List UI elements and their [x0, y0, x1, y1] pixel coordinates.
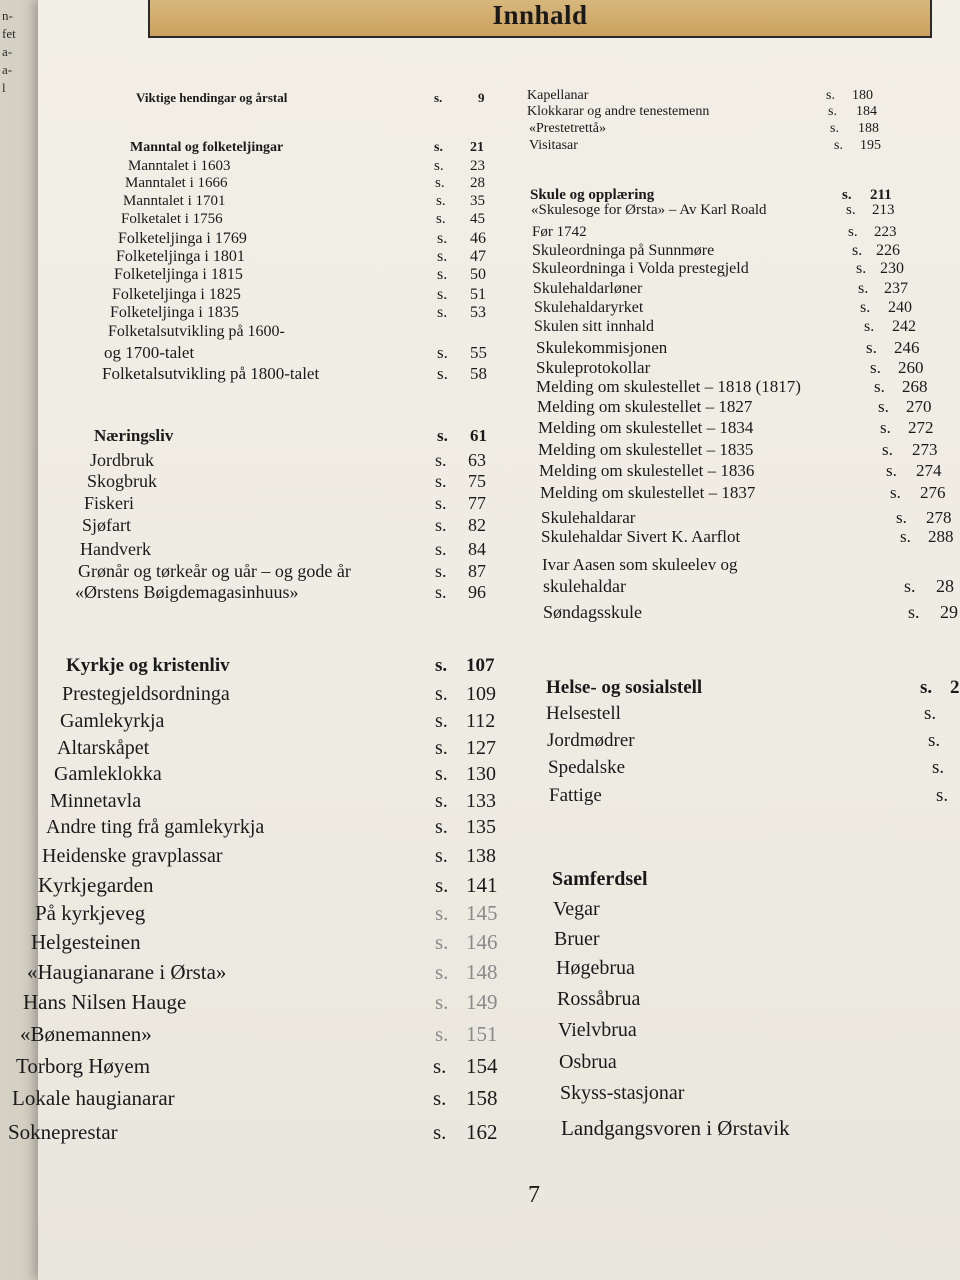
toc-entry-title: «Haugianarane i Ørsta» — [27, 960, 227, 984]
toc-entry-title: Fattige — [549, 785, 602, 806]
prev-page-text-fragment: l — [2, 80, 6, 95]
toc-entry-title: Sjøfart — [82, 515, 131, 535]
toc-page-prefix: s. — [882, 440, 893, 459]
prev-page-text-fragment: a- — [2, 62, 13, 77]
toc-page-prefix: s. — [870, 358, 881, 377]
toc-page-number: 260 — [898, 358, 924, 377]
toc-entry-title: «Ørstens Bøigdemagasinhuus» — [75, 582, 299, 602]
toc-entry-title: Folketeljinga i 1825 — [112, 286, 241, 303]
toc-page-prefix: s. — [830, 121, 839, 136]
toc-page-prefix: s. — [435, 845, 448, 867]
toc-entry-title: Helse- og sosialstell — [546, 677, 703, 698]
toc-page-number: 226 — [876, 242, 900, 259]
toc-page-prefix: s. — [433, 1120, 447, 1144]
toc-page-number: 46 — [470, 230, 486, 247]
toc-page-prefix: s. — [433, 1054, 447, 1078]
toc-page-number: 195 — [860, 138, 881, 153]
toc-page-number: 138 — [466, 845, 496, 867]
toc-entry-title: Osbrua — [559, 1051, 617, 1073]
toc-page-number: 133 — [466, 790, 496, 812]
toc-entry-title: og 1700-talet — [104, 343, 195, 362]
toc-entry-title: Manntalet i 1603 — [128, 158, 231, 174]
toc-page-number: 273 — [912, 440, 938, 459]
toc-page-number: 77 — [468, 493, 486, 513]
toc-page-number: 274 — [916, 461, 942, 480]
toc-entry-title: Skulen sitt innhald — [534, 318, 654, 335]
toc-entry-title: «Prestetrettå» — [529, 121, 606, 136]
toc-entry-title: Folketalet i 1756 — [121, 211, 223, 227]
toc-page-prefix: s. — [842, 187, 852, 203]
toc-page-number: 23 — [470, 158, 485, 174]
toc-page-number: 162 — [466, 1120, 498, 1144]
toc-entry-title: Andre ting frå gamlekyrkja — [46, 816, 265, 838]
toc-page-number: 268 — [902, 377, 928, 396]
toc-page-number: 107 — [466, 655, 495, 676]
toc-page-prefix: s. — [874, 377, 885, 396]
toc-page-number: 180 — [852, 88, 873, 103]
toc-entry-title: Samferdsel — [552, 868, 648, 890]
toc-page-number: 112 — [466, 710, 496, 732]
toc-entry-title: Melding om skulestellet – 1835 — [538, 440, 754, 459]
toc-entry-title: Før 1742 — [532, 224, 587, 240]
toc-entry-title: Kyrkje og kristenliv — [66, 655, 230, 676]
toc-page-prefix: s. — [434, 90, 443, 105]
toc-entry-title: Skuleprotokollar — [536, 358, 651, 377]
toc-page-prefix: s. — [834, 138, 843, 153]
toc-entry-title: Visitasar — [529, 138, 578, 153]
toc-entry-title: Melding om skulestellet – 1836 — [539, 461, 755, 480]
toc-entry-title: Gamleklokka — [54, 763, 162, 785]
toc-page-number: 29 — [940, 602, 958, 622]
toc-page-number: 50 — [470, 266, 486, 283]
toc-entry-title: Melding om skulestellet – 1834 — [538, 418, 754, 437]
toc-entry-title: Jordmødrer — [547, 730, 635, 751]
toc-page-prefix: s. — [435, 873, 449, 897]
toc-entry-title: Skogbruk — [87, 471, 158, 491]
toc-entry-title: Skyss-stasjonar — [560, 1082, 685, 1104]
toc-page-prefix: s. — [896, 508, 907, 527]
toc-page-prefix: s. — [858, 280, 869, 297]
toc-entry-title: Kyrkjegarden — [38, 873, 154, 897]
toc-page-prefix: s. — [435, 539, 447, 559]
toc-entry-title: Minnetavla — [50, 790, 142, 812]
toc-page-prefix: s. — [435, 990, 449, 1014]
toc-entry-title: Skule og opplæring — [530, 187, 655, 203]
toc-page-number: 272 — [908, 418, 934, 437]
toc-entry-title: «Skulesoge for Ørsta» – Av Karl Roald — [531, 202, 767, 218]
toc-page-number: 75 — [468, 471, 486, 491]
toc-entry-title: Handverk — [80, 539, 151, 559]
toc-page-prefix: s. — [435, 655, 448, 676]
toc-page-number: 278 — [926, 508, 952, 527]
toc-page-number: 135 — [466, 816, 496, 838]
toc-page-number: 28 — [470, 175, 485, 191]
toc-page-prefix: s. — [435, 710, 448, 732]
toc-entry-title: På kyrkjeveg — [35, 901, 146, 925]
toc-page-number: 242 — [892, 318, 916, 335]
toc-page-number: 9 — [478, 90, 485, 105]
toc-page-prefix: s. — [435, 175, 445, 191]
toc-page-prefix: s. — [936, 785, 949, 806]
toc-page-number: 213 — [872, 202, 895, 218]
toc-page-number: 45 — [470, 211, 485, 227]
toc-page-prefix: s. — [860, 299, 871, 316]
toc-entry-title: Klokkarar og andre tenestemenn — [527, 104, 710, 119]
toc-entry-title: Sokneprestar — [8, 1120, 118, 1144]
toc-entry-title: Skulehaldar Sivert K. Aarflot — [541, 527, 741, 546]
toc-entry-title: Melding om skulestellet – 1837 — [540, 483, 756, 502]
toc-page-number: 127 — [466, 737, 496, 759]
toc-page-prefix: s. — [435, 901, 449, 925]
toc-page-number: 63 — [468, 450, 486, 470]
toc-entry-title: Skulehaldaryrket — [534, 299, 644, 316]
toc-page-prefix: s. — [435, 450, 447, 470]
toc-entry-title: Vielvbrua — [558, 1019, 637, 1041]
toc-entry-title: Folketeljinga i 1815 — [114, 266, 243, 283]
toc-page-prefix: s. — [866, 338, 877, 357]
toc-page-prefix: s. — [437, 304, 448, 321]
toc-page-prefix: s. — [878, 397, 889, 416]
toc-entry-title: Skulekommisjonen — [536, 338, 668, 357]
toc-page-number: 288 — [928, 527, 954, 546]
toc-entry-title: Fiskeri — [84, 493, 135, 513]
toc-page-prefix: s. — [437, 364, 448, 383]
toc-entry-title: Skulehaldarar — [541, 508, 636, 527]
toc-page-prefix: s. — [904, 576, 916, 596]
toc-page-number: 53 — [470, 304, 486, 321]
toc-entry-title: Ivar Aasen som skuleelev og — [542, 555, 738, 574]
toc-page-number: 141 — [466, 873, 498, 897]
toc-page-prefix: s. — [924, 703, 937, 724]
prev-page-text-fragment: a- — [2, 44, 13, 59]
toc-page-number: 230 — [880, 260, 904, 277]
toc-page-prefix: s. — [434, 158, 444, 174]
toc-page-number: 246 — [894, 338, 920, 357]
toc-page-prefix: s. — [435, 515, 447, 535]
toc-page-number: 154 — [466, 1054, 498, 1078]
toc-page-prefix: s. — [437, 286, 448, 303]
toc-page-prefix: s. — [436, 211, 446, 227]
toc-entry-title: Helgesteinen — [31, 930, 141, 954]
toc-page-number: 21 — [470, 140, 484, 155]
toc-page-prefix: s. — [436, 193, 446, 209]
toc-entry-title: Viktige hendingar og årstal — [136, 90, 288, 105]
toc-page-number: 151 — [466, 1022, 498, 1046]
toc-page-prefix: s. — [435, 960, 449, 984]
toc-entry-title: skulehaldar — [543, 576, 626, 596]
toc-page-prefix: s. — [920, 677, 933, 698]
toc-page-prefix: s. — [437, 426, 448, 445]
toc-page-prefix: s. — [433, 1086, 447, 1110]
toc-entry-title: Altarskåpet — [57, 737, 150, 759]
toc-entry-title: Gamlekyrkja — [60, 710, 165, 732]
toc-page-number: 87 — [468, 561, 486, 581]
toc-entry-title: Folketeljinga i 1769 — [118, 230, 247, 247]
toc-page-prefix: s. — [435, 930, 449, 954]
toc-page-number: 35 — [470, 193, 485, 209]
toc-entry-title: Rossåbrua — [557, 988, 641, 1010]
toc-entry-title: Skuleordninga i Volda prestegjeld — [532, 260, 749, 277]
toc-page-prefix: s. — [932, 757, 945, 778]
toc-page-number: 51 — [470, 286, 486, 303]
toc-page-prefix: s. — [852, 242, 863, 259]
toc-page-prefix: s. — [435, 763, 448, 785]
toc-entry-title: Manntal og folketeljingar — [130, 140, 284, 155]
toc-page-number: 47 — [470, 248, 486, 265]
toc-page-prefix: s. — [435, 790, 448, 812]
toc-page-number: 148 — [466, 960, 498, 984]
toc-entry-title: Næringsliv — [94, 426, 174, 445]
toc-page-prefix: s. — [848, 224, 858, 240]
toc-page-number: 82 — [468, 515, 486, 535]
toc-page-prefix: s. — [928, 730, 941, 751]
toc-page-prefix: s. — [435, 1022, 449, 1046]
toc-page-prefix: s. — [435, 816, 448, 838]
toc-entry-title: Lokale haugianarar — [12, 1086, 175, 1110]
toc-entry-title: Skulehaldarløner — [533, 280, 643, 297]
toc-entry-title: «Bønemannen» — [20, 1022, 152, 1046]
toc-entry-title: Melding om skulestellet – 1827 — [537, 397, 753, 416]
toc-entry-title: Prestegjeldsordninga — [62, 683, 230, 705]
toc-entry-title: Søndagsskule — [543, 602, 642, 622]
toc-page-prefix: s. — [437, 266, 448, 283]
toc-page-prefix: s. — [900, 527, 911, 546]
toc-entry-title: Jordbruk — [90, 450, 154, 470]
toc-page-prefix: s. — [435, 582, 447, 602]
toc-page-prefix: s. — [890, 483, 901, 502]
page-title: Innhald — [492, 0, 588, 30]
toc-page-number: 61 — [470, 426, 487, 445]
toc-entry-title: Bruer — [554, 928, 600, 950]
toc-page-number: 96 — [468, 582, 486, 602]
toc-page-prefix: s. — [864, 318, 875, 335]
prev-page-text-fragment: fet — [2, 26, 16, 41]
toc-entry-title: Landgangsvoren i Ørstavik — [561, 1116, 790, 1140]
prev-page-text-fragment: n- — [2, 8, 13, 23]
toc-page-number: 28 — [936, 576, 954, 596]
toc-page-number: 270 — [906, 397, 932, 416]
toc-entry-title: Helsestell — [546, 703, 621, 724]
toc-page-prefix: s. — [437, 230, 448, 247]
toc-page-prefix: s. — [435, 737, 448, 759]
toc-page-number: 184 — [856, 104, 877, 119]
toc-entry-title: Heidenske gravplassar — [42, 845, 223, 867]
toc-page-prefix: s. — [435, 493, 447, 513]
toc-entry-title: Skuleordninga på Sunnmøre — [532, 242, 715, 259]
toc-page-prefix: s. — [846, 202, 856, 218]
toc-page-prefix: s. — [434, 140, 443, 155]
toc-page-number: 2 — [950, 677, 960, 698]
toc-page-number: 211 — [870, 187, 892, 203]
toc-entry-title: Hans Nilsen Hauge — [23, 990, 187, 1014]
toc-page-number: 55 — [470, 343, 487, 362]
toc-page-prefix: s. — [435, 471, 447, 491]
toc-entry-title: Manntalet i 1701 — [123, 193, 226, 209]
toc-page-number: 84 — [468, 539, 486, 559]
toc-page-prefix: s. — [856, 260, 867, 277]
toc-page-prefix: s. — [437, 343, 448, 362]
toc-entry-title: Folketalsutvikling på 1600- — [108, 323, 285, 340]
toc-entry-title: Grønår og tørkeår og uår – og gode år — [78, 561, 351, 581]
toc-page-number: 145 — [466, 901, 498, 925]
toc-page-prefix: s. — [826, 88, 835, 103]
toc-entry-title: Torborg Høyem — [16, 1054, 151, 1078]
toc-page-number: 58 — [470, 364, 487, 383]
toc-page-number: 109 — [466, 683, 496, 705]
toc-page-prefix: s. — [880, 418, 891, 437]
toc-page-number: 130 — [466, 763, 496, 785]
toc-page-prefix: s. — [437, 248, 448, 265]
page-number: 7 — [528, 1182, 540, 1208]
toc-page-number: 237 — [884, 280, 908, 297]
toc-entry-title: Høgebrua — [556, 957, 635, 979]
toc-page-number: 223 — [874, 224, 897, 240]
toc-page-prefix: s. — [886, 461, 897, 480]
toc-page-number: 240 — [888, 299, 912, 316]
toc-entry-title: Vegar — [553, 898, 600, 920]
toc-page-number: 188 — [858, 121, 879, 136]
title-banner — [148, 0, 932, 38]
toc-page-prefix: s. — [435, 561, 447, 581]
toc-page-number: 276 — [920, 483, 946, 502]
toc-page-number: 149 — [466, 990, 498, 1014]
toc-page-prefix: s. — [828, 104, 837, 119]
toc-page-number: 146 — [466, 930, 498, 954]
toc-entry-title: Manntalet i 1666 — [125, 175, 228, 191]
toc-entry-title: Kapellanar — [527, 88, 589, 103]
toc-page-prefix: s. — [435, 683, 448, 705]
toc-entry-title: Spedalske — [548, 757, 626, 778]
toc-page-prefix: s. — [908, 602, 920, 622]
toc-entry-title: Folketalsutvikling på 1800-talet — [102, 364, 320, 383]
toc-page-number: 158 — [466, 1086, 498, 1110]
toc-entry-title: Folketeljinga i 1801 — [116, 248, 245, 265]
toc-entry-title: Melding om skulestellet – 1818 (1817) — [536, 377, 801, 396]
book-page — [38, 0, 960, 1280]
toc-entry-title: Folketeljinga i 1835 — [110, 304, 239, 321]
